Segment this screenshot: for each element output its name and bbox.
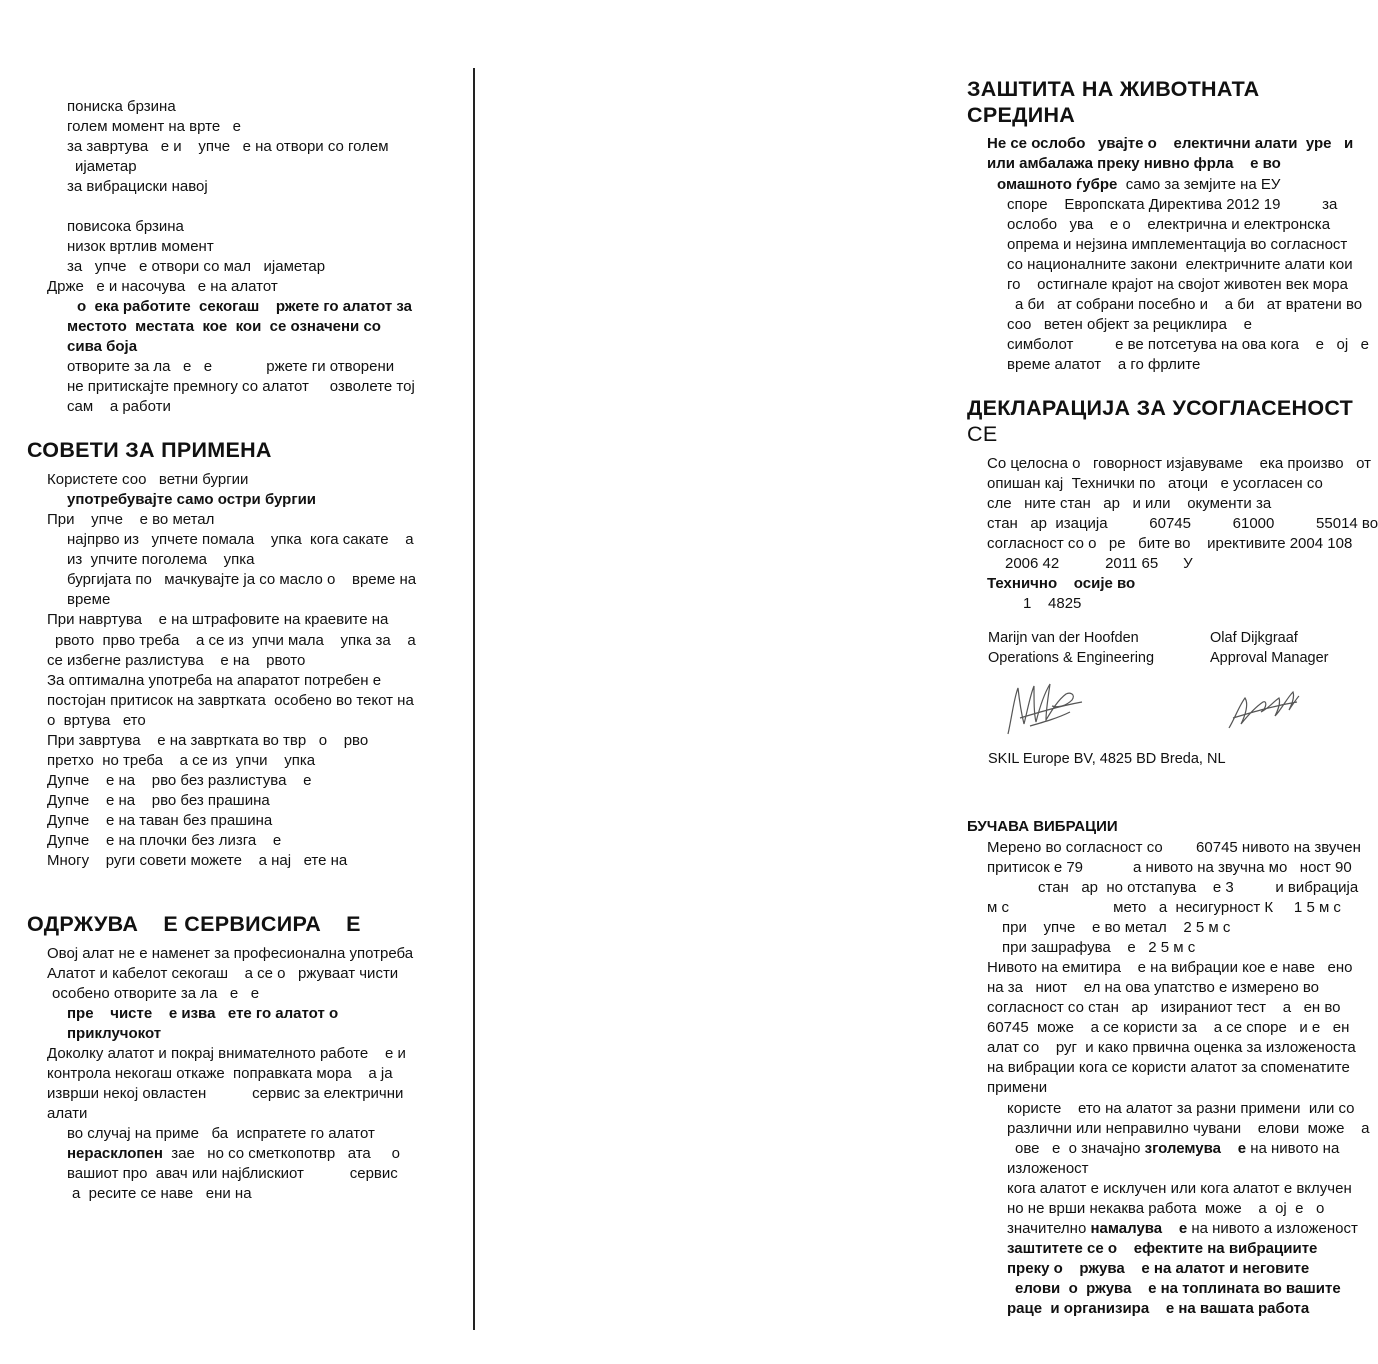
text-line (1015, 295, 1362, 315)
text-line (987, 838, 1361, 858)
text-line-main: вашиот про авач или најблискиот сервис (67, 1165, 398, 1182)
text-line (987, 474, 1323, 494)
text-line (67, 570, 416, 590)
text-line-main: употребувајте само остри бургии (67, 491, 317, 508)
text-line-main: сам а работи (67, 398, 171, 415)
text-line (72, 1184, 252, 1204)
text-line-main: притисок е 79 а нивото на звучна мо ност 90 (987, 859, 1352, 876)
text-line-main: алати (47, 1105, 88, 1122)
text-line (67, 1024, 161, 1044)
text-line (987, 858, 1352, 878)
text-line-main: пре чисте е изва ете го алатот о (67, 1005, 339, 1022)
text-line-main: стан ар изација 60745 61000 55014 во (987, 515, 1378, 532)
text-line-main: изврши некој овластен сервис за електрични (47, 1085, 404, 1102)
text-line-main: опрема и нејзина имплементација во согласност (1007, 236, 1348, 253)
text-line-main: пониска брзина (67, 98, 176, 115)
text-line (67, 177, 208, 197)
text-line-main: 1 4825 (1023, 595, 1082, 612)
text-line-rest: само за земјите на ЕУ (1117, 176, 1281, 193)
text-line (1007, 1119, 1369, 1139)
text-line (987, 534, 1352, 554)
text-line-main: Дупче е на рво без прашина (47, 792, 270, 809)
signature-1-image (1000, 676, 1090, 740)
text-line-main: особено отворите за ла е е (52, 985, 260, 1002)
text-line (67, 1144, 400, 1164)
text-line-main: во случај на приме ба испратете го алатот (67, 1125, 375, 1142)
text-line-main: 2006 42 2011 65 У (1005, 555, 1193, 572)
heading-maintenance: ОДРЖУВА Е СЕРВИСИРА Е (27, 912, 361, 936)
text-line (987, 134, 1353, 154)
text-line (47, 791, 270, 811)
text-line-main: кога алатот е исклучен или кога алатот е вклучен (1007, 1180, 1352, 1197)
text-line-main: симболот е ве потсетува на ова кога е ој е (1007, 336, 1369, 353)
text-line-main: При навртува е на штрафовите на краевите на (47, 611, 389, 628)
text-line-main: Нивото на емитира е на вибрации кое е наве ено (987, 959, 1353, 976)
text-line (1007, 1159, 1089, 1179)
text-line-main: а би ат собрани посебно и а би ат вратени во (1015, 296, 1363, 313)
text-line (47, 731, 368, 751)
text-line (1005, 554, 1193, 574)
text-line (987, 1078, 1047, 1098)
text-line (67, 377, 415, 397)
text-line-main: најпрво из упчете помала упка кога сакате а (67, 531, 414, 548)
text-line-main: алат со руг и како првична оценка за изложеноста (987, 1039, 1356, 1056)
text-line (47, 944, 413, 964)
text-line-main: време алатот а го фрлите (1007, 356, 1201, 373)
text-line (1007, 1099, 1355, 1119)
text-line (67, 490, 316, 510)
text-line (47, 811, 272, 831)
text-line-main: на вибрации кога се користи алатот за споменатите (987, 1059, 1350, 1076)
text-line (1007, 315, 1252, 335)
text-line (67, 257, 325, 277)
text-line (47, 851, 347, 871)
text-line (997, 175, 1280, 195)
text-line-main: нерасклопен (67, 1145, 163, 1162)
text-line-main: не притискајте премногу со алатот озволете тој (67, 378, 415, 395)
column-divider (473, 68, 475, 1330)
text-line-main: бургијата по мачкувајте ја со масло о време на (67, 571, 417, 588)
text-line (47, 1104, 87, 1124)
text-line-main: се избегне разлистува е на рвото (47, 652, 306, 669)
text-line-main: Со целосна о говорност изјавуваме ека произво от (987, 455, 1372, 472)
text-line (67, 117, 241, 137)
signature-2-image (1223, 684, 1303, 734)
text-line (1007, 1239, 1317, 1259)
text-line-main: Дупче е на таван без прашина (47, 812, 273, 829)
text-line-main: со националните закони електричните алати кои (1007, 256, 1353, 273)
text-line (47, 771, 311, 791)
text-line (67, 357, 394, 377)
text-line (1007, 1259, 1309, 1279)
text-line-main: соо ветен објект за рециклира е (1007, 316, 1252, 333)
text-line (67, 137, 389, 157)
text-line-main: Технично осије во (987, 575, 1136, 592)
text-line-main: рвото прво треба а се из упчи мала упка за а (55, 632, 416, 649)
text-line-main: Алатот и кабелот секогаш а се о ржуваат чисти (47, 965, 399, 982)
text-line (1007, 355, 1200, 375)
text-line-main: раце и организира е на вашата работа (1007, 1300, 1310, 1317)
text-line-main: омашното ѓубре (997, 176, 1118, 193)
text-line-main: низок вртлив момент (67, 238, 214, 255)
text-line (987, 958, 1352, 978)
heading-environment-line2: СРЕДИНА (967, 103, 1076, 127)
heading-environment-line1: ЗАШТИТА НА ЖИВОТНАТА (967, 77, 1260, 101)
text-line-main: Држе е и насочува е на алатот (47, 278, 278, 295)
company-address: SKIL Europe BV, 4825 BD Breda, NL (988, 751, 1226, 767)
text-line (52, 984, 259, 1004)
text-line-main: м с мето а несигурност К 1 5 м с (987, 899, 1341, 916)
text-line (1002, 918, 1230, 938)
text-line-main: местото местата кое кои се означени со (67, 318, 381, 335)
text-line (55, 631, 416, 651)
text-line-main: Дупче е на плочки без лизга е (47, 832, 282, 849)
text-line-main: За оптимална употреба на апаратот потребен е (47, 672, 382, 689)
text-line (47, 671, 381, 691)
text-line-main: користе ето на алатот за разни примени или со (1007, 1100, 1355, 1117)
text-line-main: а ресите се наве ени на (72, 1185, 252, 1202)
text-line (1007, 335, 1369, 355)
text-line (987, 494, 1271, 514)
text-line-main: за упче е отвори со мал ијаметар (67, 258, 326, 275)
text-line (987, 1058, 1350, 1078)
text-line-main: Овој алат не е наменет за професионална употреба (47, 945, 414, 962)
text-line (67, 1004, 338, 1024)
text-line-main: 60745 може а се користи за а се споре и е ен (987, 1019, 1350, 1036)
text-line (67, 1164, 398, 1184)
text-line (1007, 255, 1353, 275)
text-line-main: стан ар но отстапува е 3 и вибрација (1038, 879, 1359, 896)
text-line (67, 317, 381, 337)
text-line (987, 574, 1135, 594)
text-line-main: на за ниот ел на ова упатство е измерено во (987, 979, 1319, 996)
text-line (47, 831, 281, 851)
text-line (1007, 275, 1348, 295)
text-line (1002, 938, 1195, 958)
text-line-main: преку о ржува е на алатот и неговите (1007, 1260, 1310, 1277)
text-line-emphasis: зголемува е (1144, 1140, 1247, 1157)
text-line-main: сива боја (67, 338, 138, 355)
text-line-main: о ека работите секогаш ржете го алатот за (77, 298, 412, 315)
text-line (67, 217, 184, 237)
text-line (1007, 1219, 1358, 1239)
text-line-main: за вибрациски навој (67, 178, 208, 195)
text-line-main: Многу руги совети можете а нај ете на (47, 852, 348, 869)
text-line (1015, 1279, 1341, 1299)
text-line-main: ијаметар (75, 158, 137, 175)
text-line-main: контрола некогаш откаже поправката мора а ја (47, 1065, 393, 1082)
text-line-main: ослобо ува е о електрична и електронска (1007, 216, 1331, 233)
text-line (47, 1084, 403, 1104)
text-line (1007, 1179, 1352, 1199)
text-line-main: го остигнале крајот на својот животен век мора (1007, 276, 1348, 293)
text-line (987, 1038, 1356, 1058)
text-line (47, 1044, 406, 1064)
text-line-main: различни или неправилно чувани елови може а (1007, 1120, 1370, 1137)
text-line (987, 978, 1319, 998)
signatory-1-name: Marijn van der Hoofden (988, 630, 1139, 646)
signatory-1-role: Operations & Engineering (988, 650, 1155, 666)
text-line (67, 550, 255, 570)
text-line-rest: на нивото на (1246, 1140, 1340, 1157)
text-line (987, 998, 1341, 1018)
text-line-main: но не врши некаква работа може а ој е о (1007, 1200, 1325, 1217)
text-line (987, 1018, 1349, 1038)
text-line (1007, 1299, 1309, 1319)
text-line-main: елови о ржува е на топлината во вашите (1015, 1280, 1341, 1297)
text-line (47, 964, 398, 984)
text-line-rest: на нивото а изложеност (1187, 1220, 1358, 1237)
text-line-main: При завртува е на завртката во твр о рво (47, 732, 369, 749)
text-line-main: за завртува е и упче е на отвори со голем (67, 138, 389, 155)
text-line (47, 691, 414, 711)
text-line (47, 470, 248, 490)
signatory-2-name: Olaf Dijkgraaf (1210, 630, 1298, 646)
text-line (1007, 215, 1330, 235)
text-line-main: согласност со стан ар изираниот тест а ен во (987, 999, 1341, 1016)
text-line (1038, 878, 1358, 898)
heading-noise-vibration: БУЧАВА ВИБРАЦИИ (967, 818, 1118, 835)
text-line-main: о вртува ето (47, 712, 146, 729)
text-line (67, 1124, 375, 1144)
text-line-main: претхо но треба а се из упчи упка (47, 752, 316, 769)
text-line-main: постојан притисок на завртката особено во текот на (47, 692, 414, 709)
text-line-main: Дупче е на рво без разлистува е (47, 772, 312, 789)
text-line (67, 530, 414, 550)
signatory-2-role: Approval Manager (1210, 650, 1329, 666)
text-line (47, 711, 146, 731)
text-line-main: време (67, 591, 111, 608)
text-line (987, 154, 1281, 174)
text-line-main: или амбалажа преку нивно фрла е во (987, 155, 1281, 172)
text-line-main: отворите за ла е е ржете ги отворени (67, 358, 395, 375)
text-line (67, 97, 176, 117)
text-line-main: Доколку алатот и покрај внимателното работе е и (47, 1045, 406, 1062)
text-line-main: голем момент на врте е (67, 118, 242, 135)
text-line (75, 157, 137, 177)
text-line (47, 277, 278, 297)
text-line-main: значително (1007, 1220, 1091, 1237)
text-line (1023, 594, 1081, 614)
text-line-main: Користете соо ветни бургии (47, 471, 249, 488)
text-line-main: при упче е во метал 2 5 м с (1002, 919, 1231, 936)
text-line (47, 751, 315, 771)
text-line (67, 397, 171, 417)
text-line-emphasis: намалува е (1090, 1220, 1188, 1237)
text-line (47, 1064, 393, 1084)
text-line-main: Мерено во согласност со 60745 нивото на звучен (987, 839, 1361, 856)
text-line (987, 454, 1371, 474)
text-line-main: опишан кај Технички по атоци е усогласен со (987, 475, 1323, 492)
text-line (47, 510, 214, 530)
heading-application-tips: СОВЕТИ ЗА ПРИМЕНА (27, 438, 272, 462)
text-line-main: при зашрафува е 2 5 м с (1002, 939, 1196, 956)
text-line (47, 651, 305, 671)
text-line (47, 610, 388, 630)
text-line (1007, 1199, 1324, 1219)
text-line (1015, 1139, 1339, 1159)
text-line (1007, 195, 1337, 215)
text-line-rest: зае но со сметкопотвр ата о (162, 1145, 400, 1162)
text-line-main: согласност со о ре бите во ирективите 2004 108 (987, 535, 1353, 552)
text-line-main: сле ните стан ар и или окументи за (987, 495, 1272, 512)
text-line-main: ове е о значајно (1015, 1140, 1145, 1157)
text-line-main: Не се ослобо увајте о електични алати уре и (987, 135, 1354, 152)
text-line-main: примени (987, 1079, 1048, 1096)
text-line (67, 590, 110, 610)
heading-declaration: ДЕКЛАРАЦИЈА ЗА УСОГЛАСЕНОСТ (967, 396, 1354, 420)
ce-mark-icon: CE (967, 422, 998, 446)
text-line (987, 898, 1341, 918)
text-line-main: споре Европската Директива 2012 19 за (1007, 196, 1338, 213)
text-line-main: При упче е во метал (47, 511, 215, 528)
text-line-main: из упчите поголема упка (67, 551, 255, 568)
text-line-main: изложеност (1007, 1160, 1089, 1177)
text-line (67, 337, 137, 357)
text-line (1007, 235, 1347, 255)
text-line (987, 514, 1378, 534)
text-line (77, 297, 412, 317)
text-line-main: приклучокот (67, 1025, 162, 1042)
text-line-main: заштитете се о ефектите на вибрациите (1007, 1240, 1318, 1257)
text-line-main: повисока брзина (67, 218, 184, 235)
text-line (67, 237, 214, 257)
